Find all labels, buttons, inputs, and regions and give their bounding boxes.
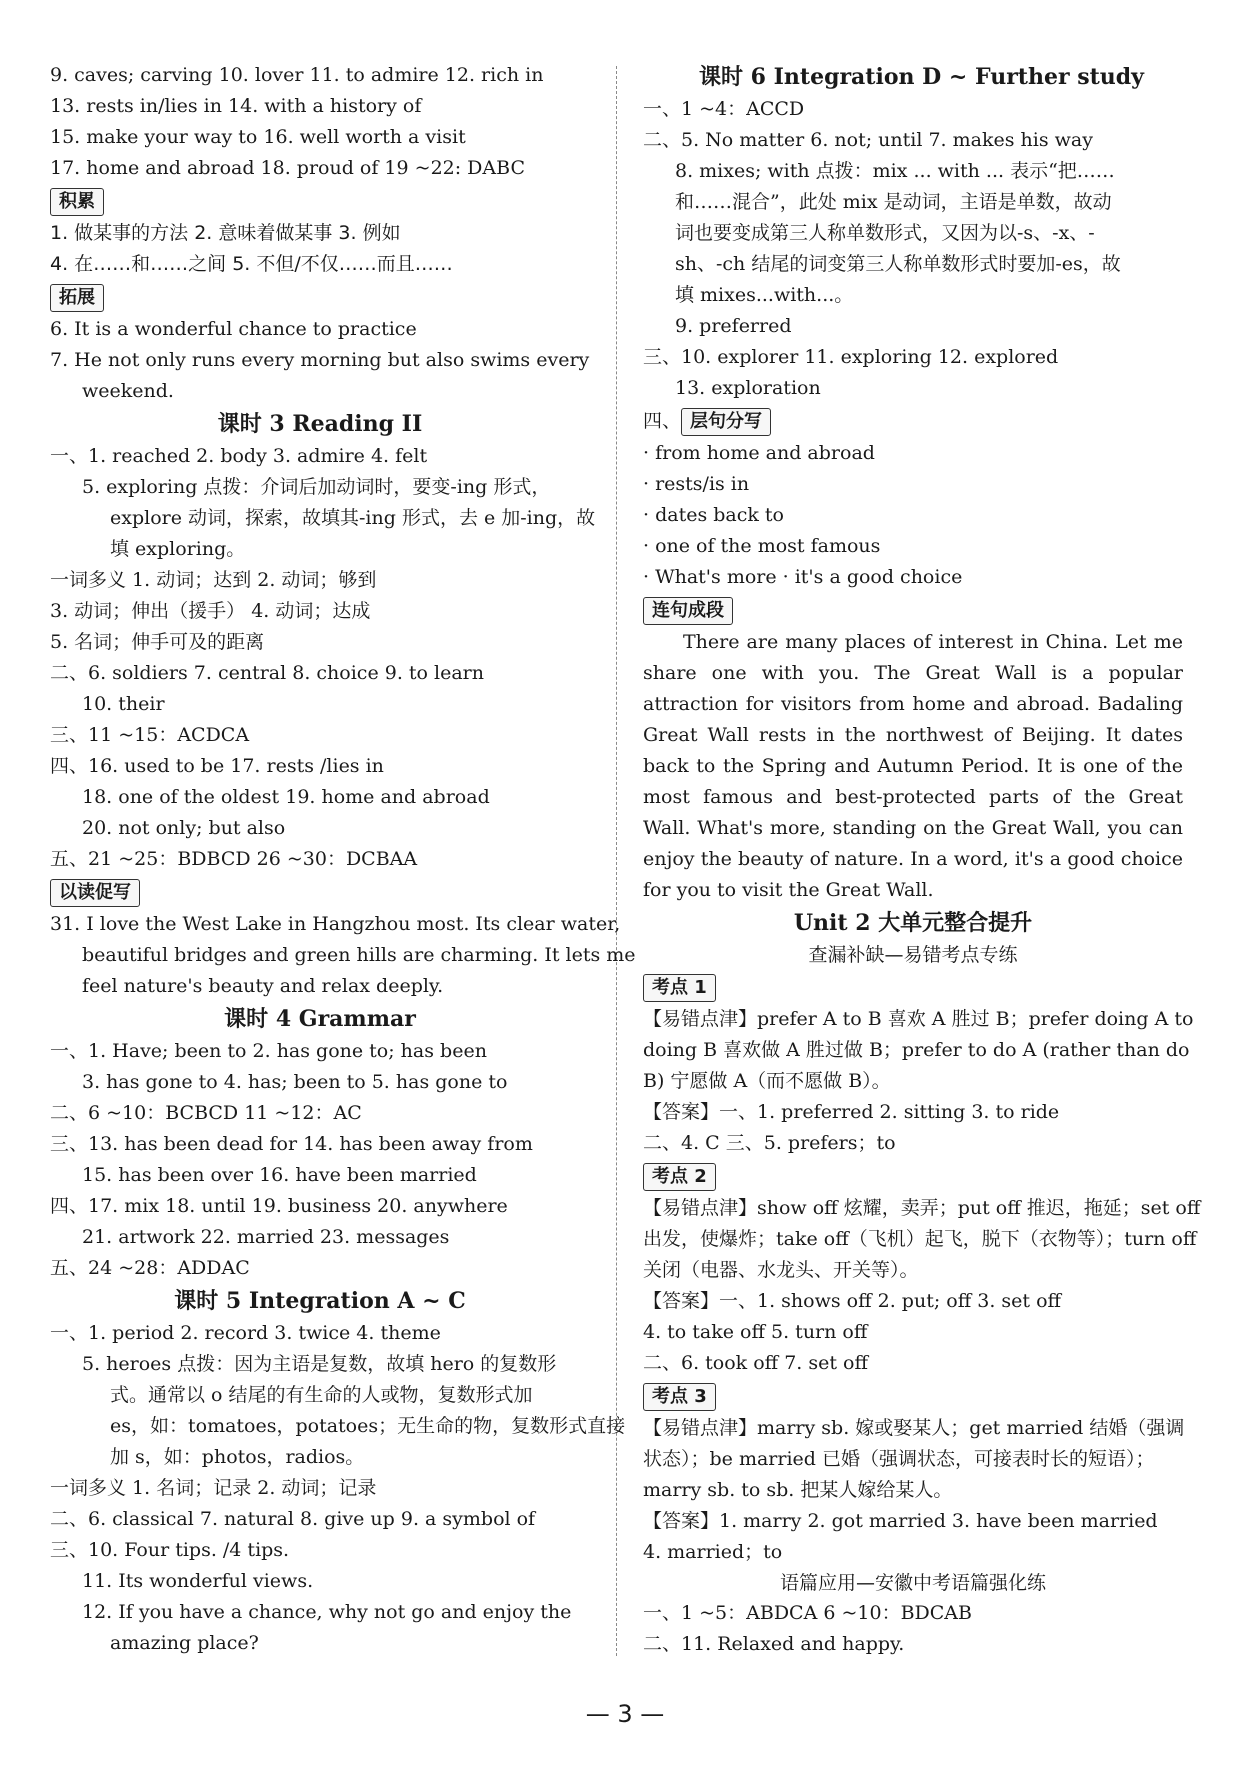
answer-line: 一、1. period 2. record 3. twice 4. theme [50,1322,441,1344]
answer-line: 31. I love the West Lake in Hangzhou most. Its clear water, [50,913,621,935]
answer-line: · rests/is in [643,473,750,495]
answer-line: beautiful bridges and green hills are charming. It lets me [82,944,636,966]
section-tag-yidu: 以读促写 [50,879,140,907]
answer-line: 二、5. No matter 6. not; until 7. makes his way [643,129,1093,151]
answer-line: 6. It is a wonderful chance to practice [50,318,417,340]
section-subtitle: 语篇应用—安徽中考语篇强化练 [779,1572,1046,1594]
answer-line: 1. 做某事的方法 2. 意味着做某事 3. 例如 [50,222,401,244]
answer-line: · from home and abroad [643,442,875,464]
answer-line: 式。通常以 o 结尾的有生命的人或物，复数形式加 [110,1384,533,1406]
answer-line: 9. caves; carving 10. lover 11. to admire 12. rich in [50,64,544,86]
section-tag-tuozhan: 拓展 [50,284,104,312]
left-column [50,60,636,1659]
section-tag-kaodian-3: 考点 3 [643,1383,716,1411]
answer-line: 一、1 ~4：ACCD [643,98,805,120]
answer-line: B) 宁愿做 A（而不愿做 B）。 [643,1070,891,1092]
answer-line: 一、1 ~5：ABDCA 6 ~10：BDCAB [643,1602,972,1624]
lesson-heading-6: 课时 6 Integration D ~ Further study [699,64,1144,90]
answer-line: 和……混合”，此处 mix 是动词，主语是单数，故动 [675,191,1112,213]
answer-line: weekend. [82,380,174,402]
answer-line: · one of the most famous [643,535,881,557]
answer-line: 五、21 ~25：BDBCD 26 ~30：DCBAA [50,848,418,870]
answer-line: 【易错点津】show off 炫耀，卖弄；put off 推迟，拖延；set off [643,1197,1201,1219]
page-number: — 3 — [585,1700,665,1728]
answer-line: 【答案】一、1. preferred 2. sitting 3. to ride [643,1101,1060,1123]
lesson-heading-4: 课时 4 Grammar [224,1006,416,1032]
answer-line: 【易错点津】prefer A to B 喜欢 A 胜过 B；prefer doing A to [643,1008,1194,1030]
answer-line: 一词多义 1. 动词；达到 2. 动词；够到 [50,569,377,591]
section-tag-jilei: 积累 [50,188,104,216]
answer-line: 3. has gone to 4. has; been to 5. has gone to [82,1071,508,1093]
answer-line: 填 exploring。 [110,538,246,560]
answer-line: 13. exploration [675,377,821,399]
answer-line: 3. 动词；伸出（援手） 4. 动词；达成 [50,600,371,622]
model-passage: There are many places of interest in China. Let me share one with you. The Great Wall is a popular attraction for visitors from home and abroad. Badaling Great Wall rests in the northwest of Beijing. It dates back to the Spring and Autumn Period. It is one of the most famous and best-protected parts of the Great Wall. What's more, standing on the Great Wall, you can enjoy the beauty of nature. In a word, it's a good choice for you to visit the Great Wall. [643,631,1183,901]
answer-line: 4. 在……和……之间 5. 不但/不仅……而且…… [50,253,453,275]
answer-line: 5. heroes 点拨：因为主语是复数，故填 hero 的复数形 [82,1353,557,1375]
answer-line: 【答案】一、1. shows off 2. put; off 3. set off [643,1290,1062,1312]
answer-line: 15. has been over 16. have been married [82,1164,477,1186]
answer-line: 二、4. C 三、5. prefers；to [643,1132,896,1154]
section-tag-kaodian-1: 考点 1 [643,974,716,1002]
answer-line: 二、6. soldiers 7. central 8. choice 9. to learn [50,662,484,684]
answer-line: 二、11. Relaxed and happy. [643,1633,905,1655]
section-tag-cengju: 层句分写 [681,408,771,436]
answer-line: 10. their [82,693,165,715]
answer-line: 二、6 ~10：BCBCD 11 ~12：AC [50,1102,362,1124]
lesson-heading-5: 课时 5 Integration A ~ C [174,1288,466,1314]
unit-subtitle: 查漏补缺—易错考点专练 [808,944,1018,966]
answer-line: es，如：tomatoes，potatoes；无生命的物，复数形式直接 [110,1415,626,1437]
answer-line: · dates back to [643,504,784,526]
answer-line: 13. rests in/lies in 14. with a history of [50,95,422,117]
answer-line: 18. one of the oldest 19. home and abroad [82,786,490,808]
answer-line: 4. to take off 5. turn off [643,1321,868,1343]
section-tag-lianju: 连句成段 [643,597,733,625]
section-number: 四、 [643,410,682,432]
answer-line: · What's more · it's a good choice [643,566,963,588]
answer-line: 11. Its wonderful views. [82,1570,314,1592]
answer-line: amazing place? [110,1632,259,1654]
answer-line: feel nature's beauty and relax deeply. [82,975,444,997]
answer-line: 词也要变成第三人称单数形式，又因为以-s、-x、- [675,222,1095,244]
answer-line: 9. preferred [675,315,792,337]
answer-line: 21. artwork 22. married 23. messages [82,1226,450,1248]
answer-line: 【答案】1. marry 2. got married 3. have been married [643,1510,1158,1532]
answer-line: 一、1. reached 2. body 3. admire 4. felt [50,445,428,467]
answer-line: explore 动词，探索，故填其-ing 形式，去 e 加-ing，故 [110,507,596,529]
answer-line: 填 mixes...with...。 [675,284,854,306]
answer-line: 17. home and abroad 18. proud of 19 ~22: DABC [50,157,525,179]
lesson-heading-3: 课时 3 Reading II [217,411,423,437]
answer-line: 状态）；be married 已婚（强调状态，可接表时长的短语）； [643,1448,1155,1470]
answer-line: 出发，使爆炸；take off（飞机）起飞，脱下（衣物等）；turn off [643,1228,1197,1250]
section-tag-kaodian-2: 考点 2 [643,1163,716,1191]
answer-line: 5. 名词；伸手可及的距离 [50,631,265,653]
answer-line: 四、16. used to be 17. rests /lies in [50,755,384,777]
right-column [643,60,1201,1660]
answer-line: 三、13. has been dead for 14. has been away from [50,1133,533,1155]
answer-line: 7. He not only runs every morning but also swims every [50,349,590,371]
answer-line: 三、11 ~15：ACDCA [50,724,250,746]
unit-title: Unit 2 大单元整合提升 [793,910,1033,936]
answer-line: doing B 喜欢做 A 胜过做 B；prefer to do A (rather than do [643,1039,1190,1061]
answer-line: 加 s，如：photos，radios。 [110,1446,365,1468]
answer-line: 12. If you have a chance, why not go and enjoy the [82,1601,572,1623]
answer-line: 关闭（电器、水龙头、开关等）。 [643,1259,919,1281]
answer-line: 4. married；to [643,1541,783,1563]
answer-line: 二、6. classical 7. natural 8. give up 9. a symbol of [50,1508,536,1530]
answer-line: 三、10. explorer 11. exploring 12. explored [643,346,1059,368]
answer-line: 五、24 ~28：ADDAC [50,1257,250,1279]
answer-line: 三、10. Four tips. /4 tips. [50,1539,290,1561]
answer-line: 二、6. took off 7. set off [643,1352,868,1374]
answer-line: 15. make your way to 16. well worth a visit [50,126,466,148]
answer-line: 5. exploring 点拨：介词后加动词时，要变-ing 形式， [82,476,551,498]
answer-line: 8. mixes; with 点拨：mix ... with ... 表示“把…… [675,160,1115,182]
answer-line: 一词多义 1. 名词；记录 2. 动词；记录 [50,1477,377,1499]
answer-line: marry sb. to sb. 把某人嫁给某人。 [643,1479,953,1501]
answer-line: 【易错点津】marry sb. 嫁或娶某人；get married 结婚（强调 [643,1417,1185,1439]
answer-line: 20. not only; but also [82,817,286,839]
answer-line: 四、17. mix 18. until 19. business 20. anywhere [50,1195,508,1217]
answer-line: 一、1. Have; been to 2. has gone to; has been [50,1040,487,1062]
answer-line: sh、-ch 结尾的词变第三人称单数形式时要加-es，故 [675,253,1121,275]
